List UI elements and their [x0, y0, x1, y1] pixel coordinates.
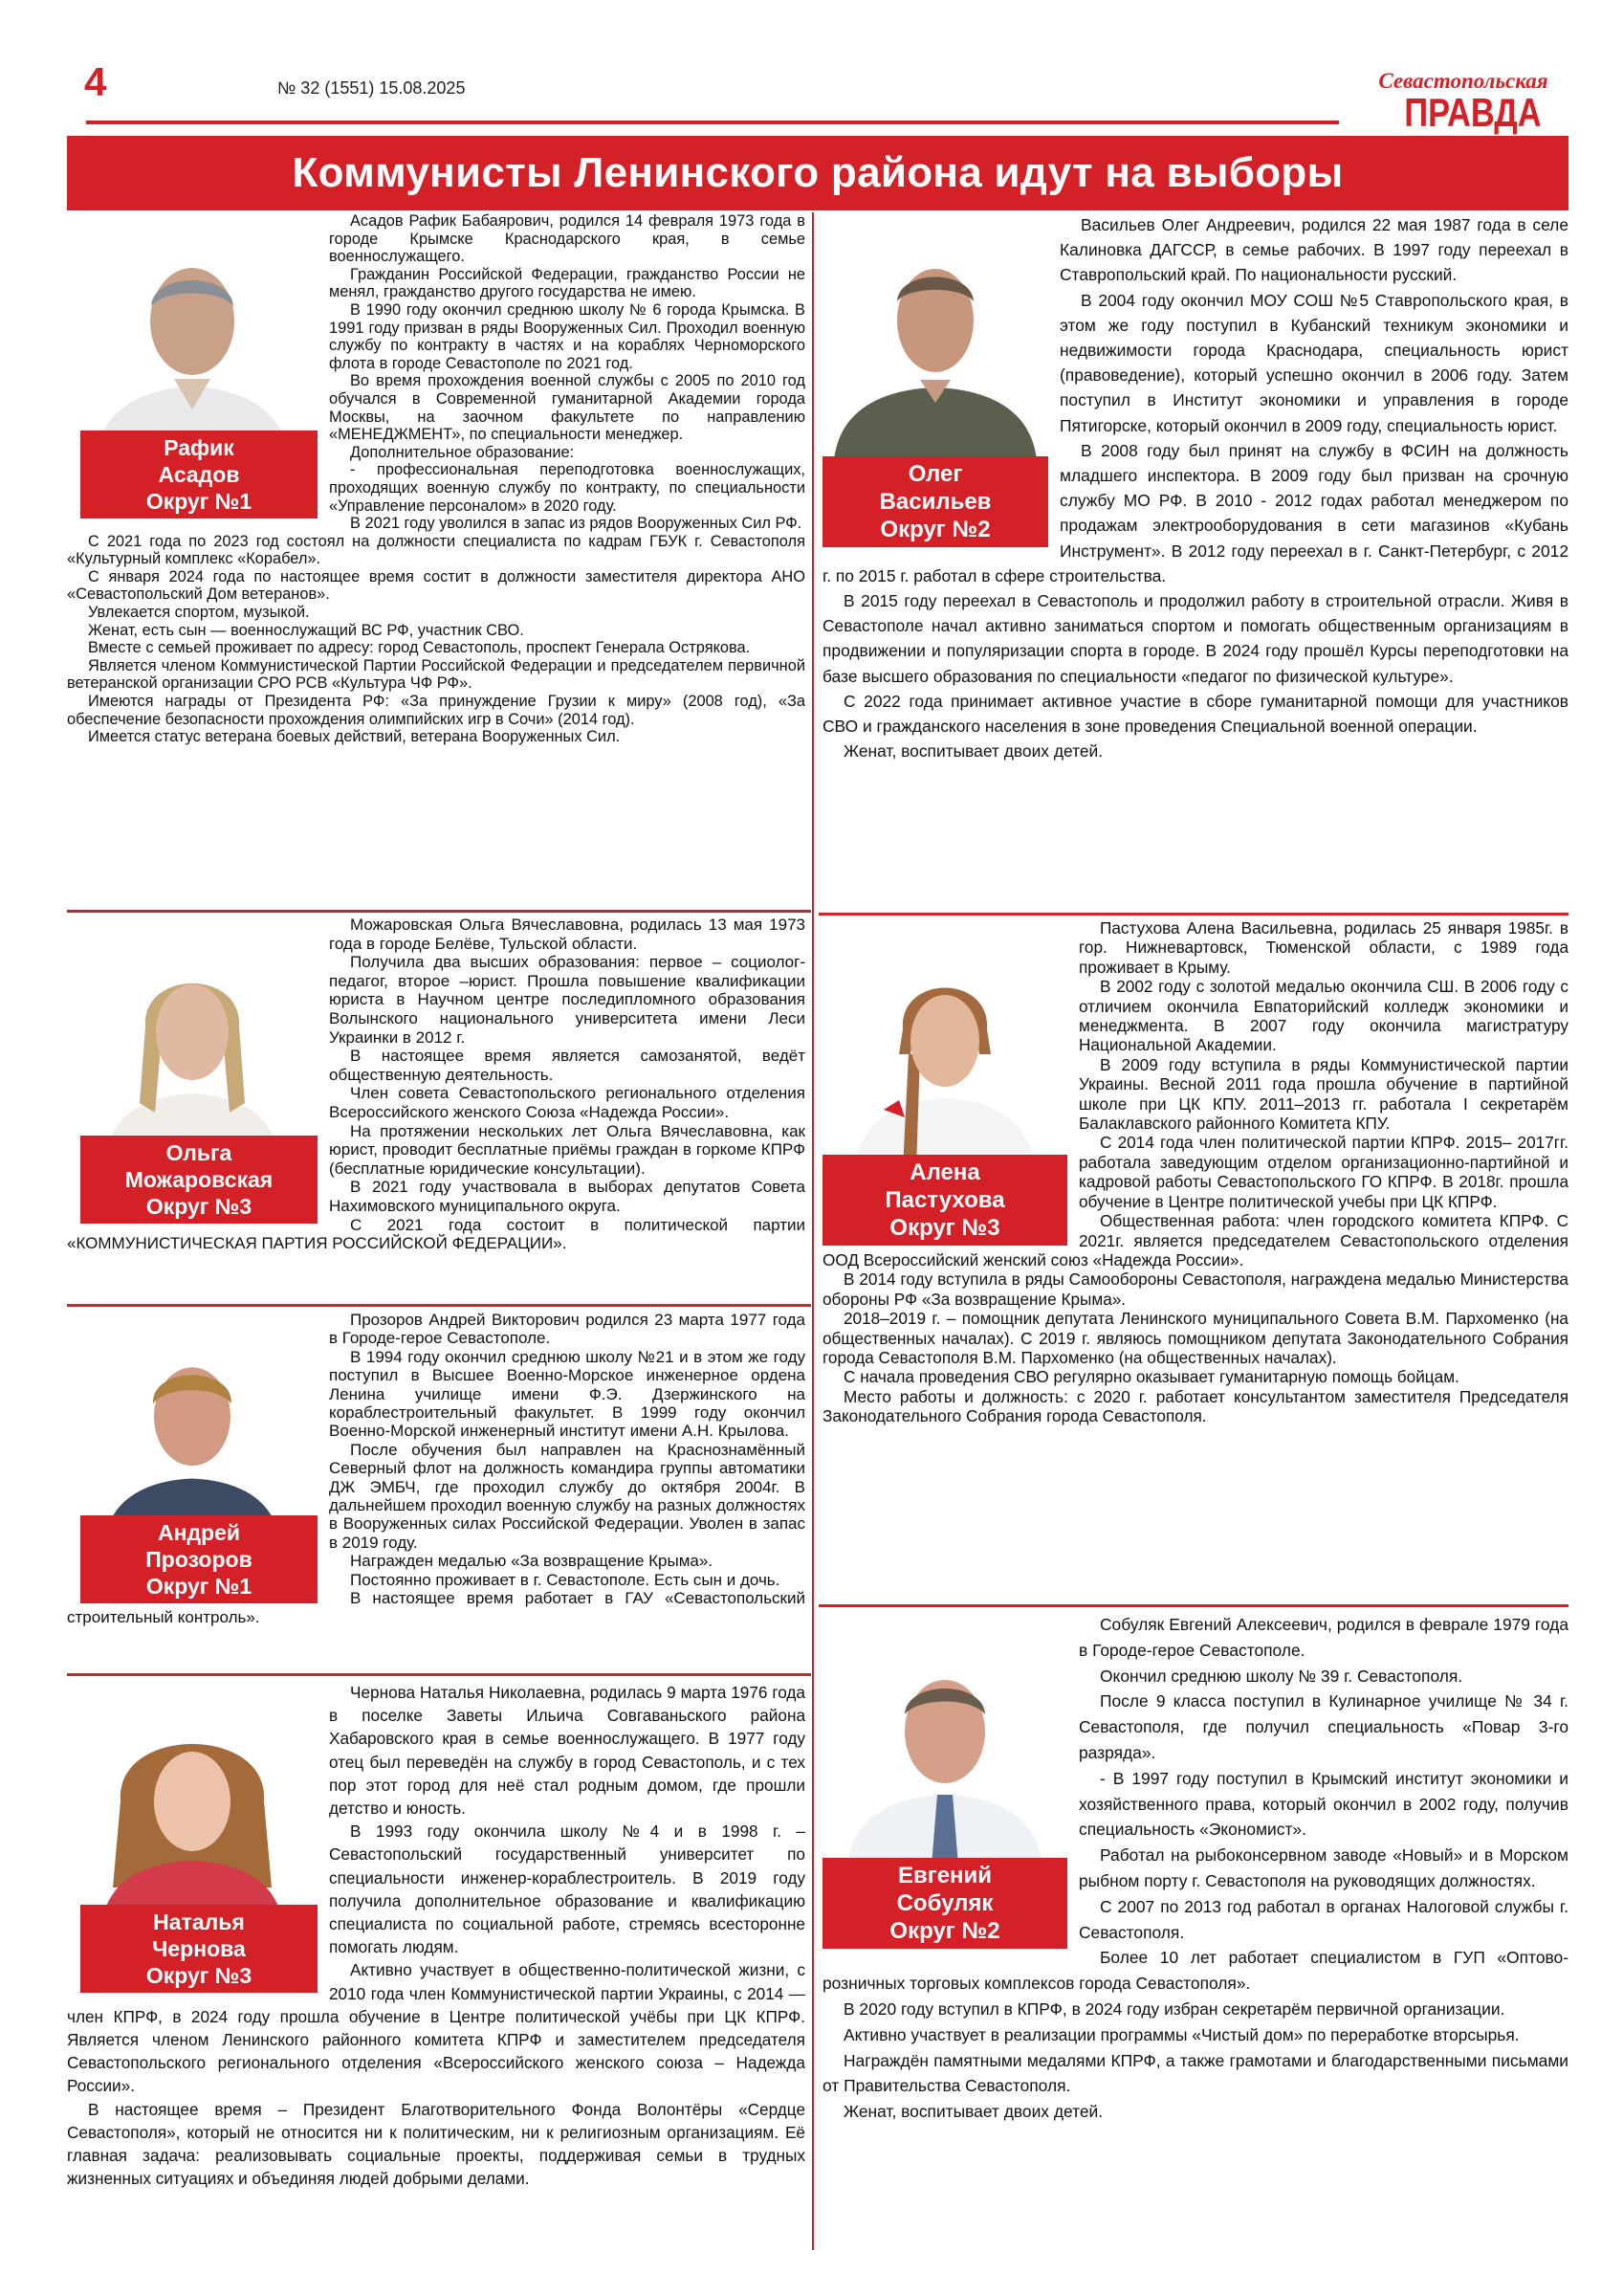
bio-paragraph: С января 2024 года по настоящее время состит в должности заместителя директора АНО «Севастопольский Дом ветеранов». [67, 567, 805, 604]
portrait-icon [822, 924, 1067, 1175]
portrait-icon [822, 1618, 1067, 1874]
bio-paragraph: Место работы и должность: с 2020 г. работает консультантом заместителя Председателя Законодательного Собрания города Севастополя. [822, 1386, 1568, 1426]
candidate-photo [822, 1618, 1067, 1949]
candidate-first-name: Наталья [153, 1910, 245, 1934]
bio-paragraph: Имеется статус ветерана боевых действий, ветерана Вооруженных Сил. [88, 728, 621, 746]
bio-paragraph: Получила два высших образования: первое – социолог-педагог, второе –юрист. Прошла повышение квалификации юриста в Научном центре последипломного образования Волынского национального университета имени Леси Украинки в 2012 г. [329, 953, 805, 1047]
candidate-photo [822, 218, 1048, 547]
bio-paragraph: - профессиональная переподготовка военнослужащих, проходящих военную службу по контракту, по специальности «Управление персоналом» в 2020 году. [329, 461, 805, 515]
bio-paragraph: Работал на рыбоконсервном заводе «Новый» и в Морском рыбном порту г. Севастополя на руководящих должностях. [1079, 1845, 1568, 1890]
bio-paragraph: В 1990 году окончил среднюю школу № 6 города Крымска. В 1991 году призван в ряды Вооруженных Сил. Проходил военную службу по контракту в частях и на кораблях Черноморского флота в городе Севастополе по 2021 год. [329, 300, 805, 372]
bio-paragraph: Во время прохождения военной службы с 2005 по 2010 год обучался в Современной гуманитарной Академии города Москвы, на заочном факультете по направлению «МЕНЕДЖМЕНТ», по специальности менеджер. [329, 372, 805, 444]
logo-top-text: Севастопольская [1378, 69, 1548, 93]
candidate-name-box [80, 430, 318, 519]
bio-paragraph: Активно участвует в общественно-политической жизни, с 2010 года член Коммунистической партии Украины, с 2014 — член КПРФ, в 2024 году прошла обучение в Центре политической учёбы при ЦК КПРФ. Является членом Ленинского районного комитета КПРФ и заместителем председателя Севастопольского регионального отделения «Всероссийского женского союза – Надежда России». [67, 1960, 805, 2096]
bio-paragraph: В 2021 году уволился в запас из рядов Вооруженных Сил РФ. [350, 515, 802, 533]
bio-paragraph: Награждён памятными медалями КПРФ, а также грамотами и благодарственными письмами от Правительства Севастополя. [822, 2050, 1568, 2096]
bio-paragraph: В 2015 году переехал в Севастополь и продолжил работу в строительной отрасли. Живя в Севастополе начал активно заниматься спортом и помогать общественным организациям в продвижении и популяризации спорта в городе. В 2024 году прошёл Курсы переподготовки на базе высшего образования по специальности «педагог по физической культуре». [822, 591, 1568, 686]
bio-prozorov [67, 1311, 805, 1626]
section-divider [67, 1673, 811, 1676]
page-number: 4 [84, 59, 107, 104]
section-divider [67, 910, 811, 913]
bio-paragraph: Прозоров Андрей Викторович родился 23 марта 1977 года в Городе-герое Севастополе. [329, 1311, 805, 1348]
candidate-last-name: Асадов [158, 462, 240, 487]
candidate-name-box [80, 1136, 318, 1224]
candidate-photo [67, 921, 318, 1224]
candidate-first-name: Рафик [164, 435, 234, 460]
newspaper-logo [1366, 65, 1562, 136]
section-divider [819, 913, 1568, 916]
bio-paragraph: С 2007 по 2013 год работал в органах Налоговой службы г. Севастополя. [1079, 1896, 1568, 1942]
bio-paragraph: Активно участвует в реализации программы «Чистый дом» по переработке вторсырья. [844, 2024, 1520, 2044]
candidate-district: Округ №2 [880, 517, 991, 542]
candidate-district: Округ №3 [145, 1194, 252, 1219]
bio-chernova [67, 1681, 805, 2190]
bio-paragraph: Можаровская Ольга Вячеславовна, родилась 13 мая 1973 года в городе Белёве, Тульской области. [329, 916, 805, 953]
bio-paragraph: Постоянно проживает в г. Севастополе. Есть сын и дочь. [350, 1570, 780, 1589]
bio-paragraph: С 2021 года состоит в политической партии «КОММУНИСТИЧЕСКАЯ ПАРТИЯ РОССИЙСКОЙ ФЕДЕРАЦИИ». [67, 1215, 805, 1253]
header-rule [86, 121, 1339, 124]
candidate-last-name: Можаровская [124, 1167, 274, 1192]
candidate-last-name: Чернова [152, 1936, 246, 1961]
bio-paragraph: В 2014 году вступила в ряды Самообороны Севастополя, награждена медалью Министерства обороны РФ «За возвращение Крыма». [822, 1269, 1568, 1309]
bio-paragraph: - В 1997 году поступил в Крымский институт экономики и хозяйственного права, который окончил в 2002 году, получив специальность «Экономист». [1079, 1768, 1568, 1840]
bio-paragraph: В 2002 году с золотой медалью окончила СШ. В 2006 году с отличием окончила Евпаторийский колледж экономики и менеджмента. В 2007 году окончила магистратуру Национальной Академии. [1079, 977, 1568, 1055]
bio-paragraph: В 2020 году вступил в КПРФ, в 2024 году избран секретарём первичной организации. [844, 1998, 1505, 2019]
candidate-name-box [80, 1905, 318, 1993]
bio-sobulyak [822, 1612, 1568, 2125]
candidate-photo [67, 1687, 318, 1993]
logo-bottom-text: ПРАВДА [1404, 90, 1542, 136]
bio-vasilyev [822, 212, 1568, 763]
candidate-district: Округ №3 [145, 1963, 252, 1988]
bio-paragraph: В 1994 году окончил среднюю школу №21 и в этом же году поступил в Высшее Военно-Морское инженерное ордена Ленина училище имени Ф.Э. Дзержинского на кораблестроительный факультет. В 1999 году окончил Военно-Морской инженерный институт имени А.Н. Крылова. [329, 1347, 805, 1441]
bio-paragraph: 2018–2019 г. – помощник депутата Ленинского муниципального Совета В.М. Пархоменко (на общественных началах). С 2019 г. являюсь помощником депутата Законодательного Собрания города Севастополя В.М. Пархоменко (на общественных началах). [822, 1309, 1568, 1367]
bio-paragraph: С 2021 года по 2023 год состоял на должности специалиста по кадрам ГБУК г. Севастополя «Культурный комплекс «Корабел». [67, 532, 805, 568]
bio-paragraph: На протяжении нескольких лет Ольга Вячеславовна, как юрист, проводит бесплатные приёмы граждан в горкоме КПРФ (бесплатные юридические консультации). [329, 1121, 805, 1178]
candidate-name-box [822, 456, 1048, 547]
title-banner [67, 136, 1568, 210]
candidate-photo [822, 924, 1067, 1246]
bio-paragraph: Увлекается спортом, музыкой. [88, 604, 310, 622]
bio-paragraph: Окончил среднюю школу № 39 г. Севастополя. [1100, 1666, 1463, 1686]
bio-paragraph: Чернова Наталья Николаевна, родилась 9 марта 1976 года в поселке Заветы Ильича Совгаваньского района Хабаровского края в семье военнослужащего. В 1977 году отец был переведён на службу в город Севастополь, и с тех пор этот город для неё стал родным домом, где прошли детство и юность. [329, 1683, 805, 1819]
bio-paragraph: Является членом Коммунистической Партии Российской Федерации и председателем первичной ветеранской организации СРО РСВ «Культура ЧФ РФ». [67, 656, 805, 693]
section-divider [67, 1304, 811, 1307]
bio-paragraph: В 2009 году вступила в ряды Коммунистической партии Украины. Весной 2011 года прошла обучение в партийной школе при ЦК КПУ. 2011–2013 гг. работала I секретарём Балаклавского районного Комитета КПУ. [1079, 1054, 1568, 1134]
candidate-photo [67, 1316, 318, 1603]
bio-paragraph: В 2021 году участвовала в выборах депутатов Совета Нахимовского муниципального округа. [329, 1178, 805, 1215]
portrait-icon [67, 921, 318, 1160]
column-divider [812, 212, 814, 2250]
candidate-district: Округ №3 [889, 1215, 1000, 1241]
bio-paragraph: Васильев Олег Андреевич, родился 22 мая 1987 года в селе Калиновка ДАГССР, в семье рабочих. В 1997 году переехал в Ставропольский край. По национальности русский. [1060, 215, 1568, 285]
bio-paragraph: Вместе с семьей проживает по адресу: город Севастополь, проспект Генерала Острякова. [88, 639, 751, 657]
bio-paragraph: Женат, есть сын — военнослужащий ВС РФ, участник СВО. [88, 621, 524, 639]
candidate-name-box [822, 1155, 1067, 1246]
candidate-first-name: Андрей [157, 1520, 241, 1545]
candidate-last-name: Васильев [879, 489, 992, 515]
section-divider [819, 1604, 1568, 1607]
bio-paragraph: С 2014 года член политической партии КПРФ. 2015– 2017гг. работала заведующим отделом организационно-партийной и кадровой работы Севастопольского ГО КПРФ. В 2018г. прошла обучение в Центре политической учебы при ЦК КПРФ. [1079, 1133, 1568, 1211]
candidate-first-name: Алена [910, 1159, 980, 1185]
bio-mozharovskaya [67, 916, 805, 1253]
bio-paragraph: В настоящее время – Президент Благотворительного Фонда Волонтёры «Сердце Севастополя», который не относится ни к политическим, ни к религиозным организациям. Её главная задача: реализовывать социальные проекты, поддерживая семьи в трудных жизненных ситуациях и объединяя людей добрыми делами. [67, 2099, 805, 2189]
portrait-icon [67, 1316, 318, 1544]
bio-paragraph: Член совета Севастопольского регионального отделения Всероссийского женского Союза «Надежда России». [329, 1084, 805, 1121]
bio-paragraph: В настоящее время является самозанятой, ведёт общественную деятельность. [329, 1047, 805, 1084]
candidate-first-name: Евгений [897, 1863, 993, 1888]
portrait-icon [822, 218, 1048, 463]
bio-paragraph: Пастухова Алена Васильевна, родилась 25 января 1985г. в гор. Нижневартовск, Тюменской области, с 1989 года проживает в Крыму. [1079, 918, 1568, 977]
bio-paragraph: Гражданин Российской Федерации, гражданство России не менял, гражданство другого государства не имею. [329, 265, 805, 301]
bio-paragraph: После обучения был направлен на Краснознамённый Северный флот на должность командира группы автоматики ДЖ ЭМБЧ, где проходил службу до октября 2004г. В дальнейшем проходил военную службу на разных должностях в Вооруженных силах Российской Федерации. Уволен в запас в 2019 году. [329, 1440, 805, 1552]
bio-paragraph: Имеются награды от Президента РФ: «За принуждение Грузии к миру» (2008 год), «За обеспечение безопасности прохождения олимпийских игр в Сочи» (2014 год). [67, 693, 805, 728]
candidate-last-name: Пастухова [885, 1187, 1005, 1213]
bio-paragraph: С 2022 года принимает активное участие в сборе гуманитарной помощи для участников СВО и гражданского населения в зоне проведения Специальной военной операции. [822, 691, 1568, 737]
bio-paragraph: Дополнительное образование: [350, 443, 575, 461]
bio-paragraph: В 1993 году окончила школу №4 и в 1998 г. – Севастопольский государственный университет по специальности инженер-кораблестроитель. В 2019 году получила дополнительное образование и квалификацию специалиста по социальной работе, стремясь всесторонне помогать людям. [329, 1821, 805, 1957]
bio-paragraph: В настоящее время работает в ГАУ «Севастопольский строительный контроль». [67, 1589, 805, 1626]
bio-paragraph: Общественная работа: член городского комитета КПРФ. С 2021г. является председателем Севастопольского отделения ООД Всероссийский женский союз «Надежда России». [822, 1211, 1568, 1269]
bio-paragraph: Награжден медалью «За возвращение Крыма». [350, 1552, 713, 1571]
bio-paragraph: В 2008 году был принят на службу в ФСИН на должность младшего инспектора. В 2009 году был призван на срочную службу МО РФ. В 2010 - 2012 годах работал менеджером по продажам электрооборудования в сети магазинов «Кубань Инструмент». В 2012 году переехал в г. Санкт-Петербург, с 2012 г. по 2015 г. работал в сфере строительства. [822, 440, 1568, 585]
candidate-first-name: Олег [908, 461, 963, 487]
candidate-photo [67, 218, 318, 519]
bio-pastukhova [822, 918, 1568, 1426]
bio-paragraph: Женат, воспитывает двоих детей. [844, 741, 1104, 762]
portrait-icon [67, 218, 318, 457]
candidate-last-name: Прозоров [145, 1547, 252, 1572]
bio-paragraph: В 2004 году окончил МОУ СОШ №5 Ставропольского края, в этом же году поступил в Кубанский техникум экономики и недвижимости города Краснодара, специальность юрист (правоведение), который успешно окончил в 2006 году. Затем поступил в Институт экономики и управления в городе Пятигорске, который окончил в 2009 году, специальность юрист. [1060, 290, 1568, 435]
bio-asadov [67, 212, 805, 746]
bio-paragraph: Женат, воспитывает двоих детей. [844, 2102, 1104, 2122]
bio-paragraph: После 9 класса поступил в Кулинарное училище № 34 г. Севастополя, где получил специальность «Повар 3-го разряда». [1079, 1691, 1568, 1762]
candidate-district: Округ №1 [145, 489, 252, 514]
bio-paragraph: С начала проведения СВО регулярно оказывает гуманитарную помощь бойцам. [844, 1367, 1459, 1387]
bio-paragraph: Более 10 лет работает специалистом в ГУП «Оптово-розничных торговых комплексов города Севастополя». [822, 1948, 1568, 1994]
candidate-name-box [80, 1515, 318, 1603]
candidate-name-box [822, 1858, 1067, 1949]
page-title: Коммунисты Ленинского района идут на выборы [292, 149, 1344, 196]
bio-paragraph: Собуляк Евгений Алексеевич, родился в феврале 1979 года в Городе-герое Севастополе. [1079, 1615, 1568, 1660]
candidate-district: Округ №2 [889, 1918, 1000, 1944]
candidate-last-name: Собуляк [896, 1890, 994, 1916]
candidate-first-name: Ольга [165, 1140, 232, 1165]
issue-info: № 32 (1551) 15.08.2025 [277, 78, 466, 98]
portrait-icon [67, 1687, 318, 1926]
bio-paragraph: Асадов Рафик Бабаярович, родился 14 февраля 1973 года в городе Крымске Краснодарского края, в семье военнослужащего. [329, 212, 805, 266]
candidate-district: Округ №1 [145, 1574, 252, 1599]
